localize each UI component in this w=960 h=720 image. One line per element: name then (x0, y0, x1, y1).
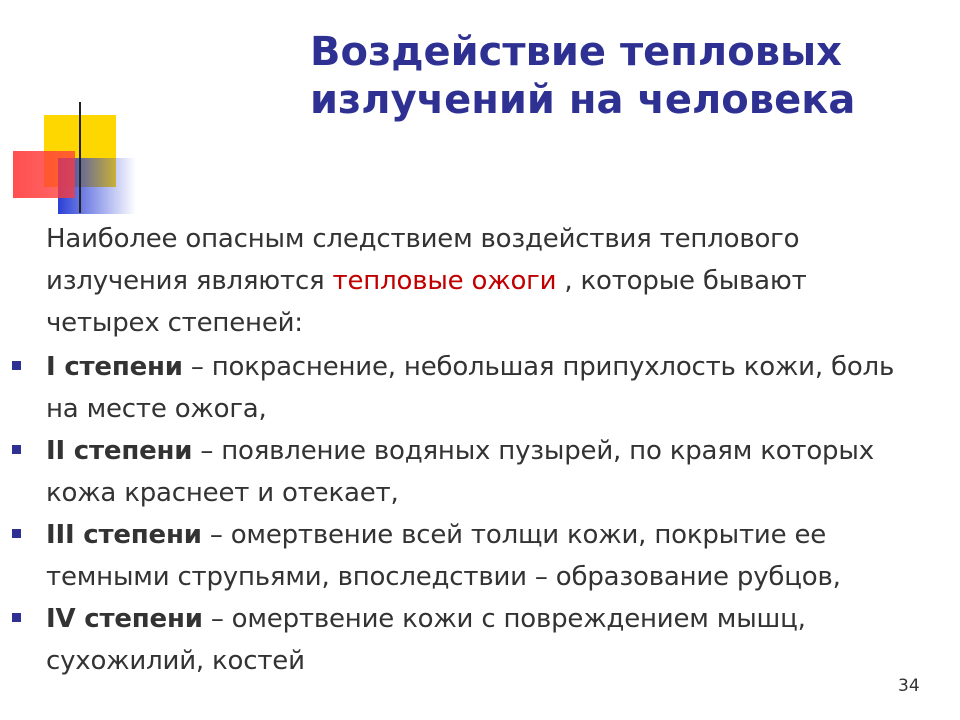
slide-body (46, 218, 926, 682)
intro-highlight: тепловые ожоги (332, 266, 557, 296)
degree-label: III степени (46, 520, 202, 550)
degree-description: – появление водяных пузырей, по краям которых кожа краснеет и отекает, (46, 436, 874, 508)
page-title (310, 28, 930, 124)
list-item (46, 430, 926, 514)
square-bullet-icon (12, 361, 21, 370)
intro-paragraph (46, 218, 926, 344)
square-bullet-icon (12, 529, 21, 538)
intro-text-end: , которые бывают четырех степеней: (46, 266, 807, 338)
intro-text: Наиболее опасным следствием воздействия теплового излучения являются (46, 224, 800, 296)
degree-label: I степени (46, 352, 183, 382)
list-item (46, 514, 926, 598)
degree-description: – омертвение всей толщи кожи, покрытие ее темными струпьями, впоследствии – образование рубцов, (46, 520, 841, 592)
page-number: 34 (898, 676, 920, 696)
square-bullet-icon (12, 613, 21, 622)
degree-list (46, 346, 926, 682)
title-line-1: Воздействие тепловых (310, 29, 842, 75)
list-item (46, 346, 926, 430)
title-line-2: излучений на человека (310, 77, 856, 123)
degree-description: – омертвение кожи с повреждением мышц, сухожилий, костей (46, 604, 806, 676)
square-bullet-icon (12, 445, 21, 454)
degree-description: – покраснение, небольшая припухлость кожи, боль на месте ожога, (46, 352, 895, 424)
degree-label: IV степени (46, 604, 203, 634)
degree-label: II степени (46, 436, 193, 466)
list-item (46, 598, 926, 682)
